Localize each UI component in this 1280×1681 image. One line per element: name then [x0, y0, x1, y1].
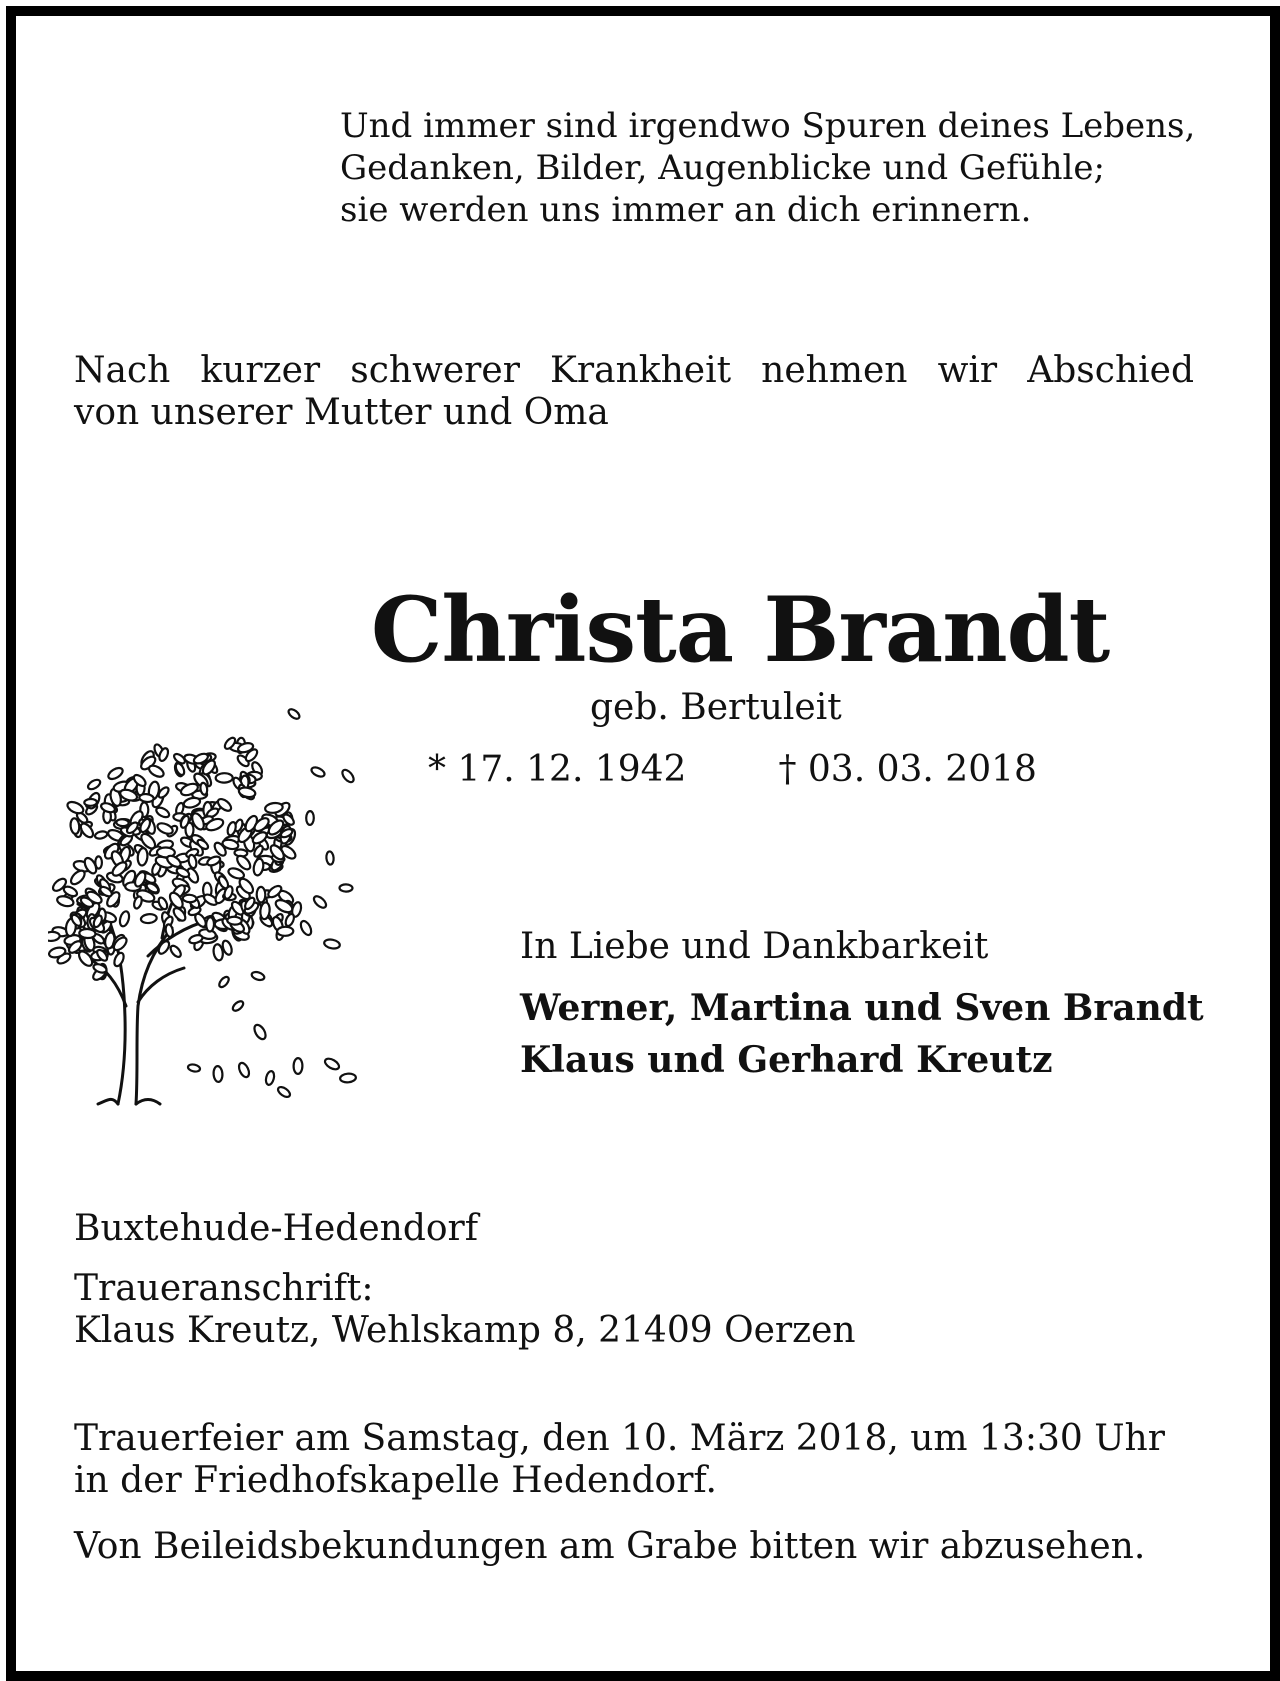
- leaf-shape: [231, 999, 245, 1012]
- mourner-line: Klaus und Gerhard Kreutz: [520, 1039, 1053, 1081]
- leaf-shape: [206, 917, 214, 931]
- condolence-note: Von Beileidsbekundungen am Grabe bitten wir abzusehen.: [74, 1526, 1146, 1567]
- leaf-shape: [252, 1023, 268, 1041]
- poem-line: sie werden uns immer an dich erinnern.: [340, 190, 1032, 230]
- leaf-shape: [116, 819, 129, 827]
- mourner-line: Werner, Martina und Sven Brandt: [520, 987, 1204, 1029]
- leaf-shape: [187, 1063, 200, 1072]
- leaf-shape: [147, 763, 165, 779]
- leaf-shape: [213, 1066, 223, 1082]
- leaf-shape: [139, 793, 154, 802]
- poem-line: Und immer sind irgendwo Spuren deines Lebens,: [340, 106, 1196, 146]
- address-value: Klaus Kreutz, Wehlskamp 8, 21409 Oerzen: [74, 1310, 856, 1351]
- leaf-shape: [118, 910, 130, 927]
- leaf-shape: [276, 1085, 291, 1099]
- windblown-tree-icon: [48, 706, 380, 1112]
- leaf-shape: [84, 799, 97, 806]
- leaf-shape: [260, 902, 271, 920]
- leaf-shape: [306, 811, 314, 825]
- intro-line: Nach kurzer schwerer Krankheit nehmen wir Abschied: [74, 350, 1194, 391]
- place-name: Buxtehude-Hedendorf: [74, 1208, 479, 1249]
- leaf-shape: [287, 707, 301, 720]
- leaf-shape: [48, 931, 60, 941]
- leaf-shape: [86, 778, 101, 791]
- leaf-shape: [94, 830, 108, 839]
- leaf-shape: [310, 766, 326, 779]
- leaf-shape: [169, 944, 183, 959]
- leaf-shape: [216, 773, 233, 783]
- leaf-shape: [257, 887, 266, 903]
- funeral-info: [74, 1418, 1165, 1502]
- leaf-shape: [323, 1057, 341, 1072]
- intro-line: von unserer Mutter und Oma: [74, 392, 609, 433]
- deceased-name: Christa Brandt: [370, 577, 1110, 683]
- leaf-shape: [200, 782, 208, 795]
- leaf-shape: [226, 821, 237, 836]
- leaf-shape: [277, 927, 294, 937]
- leaf-shape: [155, 806, 171, 819]
- leaf-shape: [112, 951, 125, 967]
- leaf-shape: [183, 796, 201, 809]
- gratitude-line: In Liebe und Dankbarkeit: [520, 926, 989, 967]
- birth-date: * 17. 12. 1942: [428, 749, 687, 790]
- leaf-shape: [326, 851, 334, 865]
- leaf-shape: [340, 768, 356, 784]
- leaf-shape: [339, 884, 352, 891]
- leaf-shape: [293, 1058, 302, 1074]
- leaf-shape: [252, 858, 264, 876]
- leaf-shape: [137, 848, 148, 866]
- leaf-shape: [70, 818, 80, 834]
- ceremony-line: Trauerfeier am Samstag, den 10. März 2018, um 13:30 Uhr: [74, 1418, 1165, 1459]
- death-date: † 03. 03. 2018: [778, 749, 1037, 790]
- leaf-shape: [183, 894, 197, 902]
- leaf-shape: [265, 1070, 276, 1085]
- birth-name: geb. Bertuleit: [590, 687, 842, 728]
- leaf-shape: [340, 1073, 356, 1083]
- leaf-shape: [323, 938, 340, 949]
- leaf-shape: [187, 854, 197, 869]
- leaf-shape: [218, 975, 231, 989]
- leaf-shape: [237, 1061, 251, 1078]
- leaf-shape: [312, 894, 328, 910]
- mourner-names: [520, 982, 1204, 1086]
- leaf-shape: [69, 868, 87, 886]
- leaf-shape: [140, 913, 157, 923]
- leaf-shape: [157, 939, 172, 955]
- leaf-shape: [66, 800, 85, 816]
- farewell-intro: [74, 350, 1194, 434]
- leaf-shape: [284, 913, 296, 928]
- leaf-shape: [251, 971, 266, 982]
- leaf-shape: [79, 929, 96, 939]
- mourning-address: [74, 1268, 856, 1352]
- life-dates: [428, 750, 1037, 790]
- leaf-shape: [156, 821, 174, 836]
- poem-verse: [340, 105, 1195, 231]
- leaf-shape: [227, 916, 242, 925]
- poem-line: Gedanken, Bilder, Augenblicke und Gefühle;: [340, 148, 1105, 188]
- address-label: Traueranschrift:: [74, 1268, 374, 1309]
- leaf-shape: [107, 766, 125, 782]
- ceremony-line: in der Friedhofskapelle Hedendorf.: [74, 1460, 717, 1501]
- leaf-shape: [299, 919, 314, 936]
